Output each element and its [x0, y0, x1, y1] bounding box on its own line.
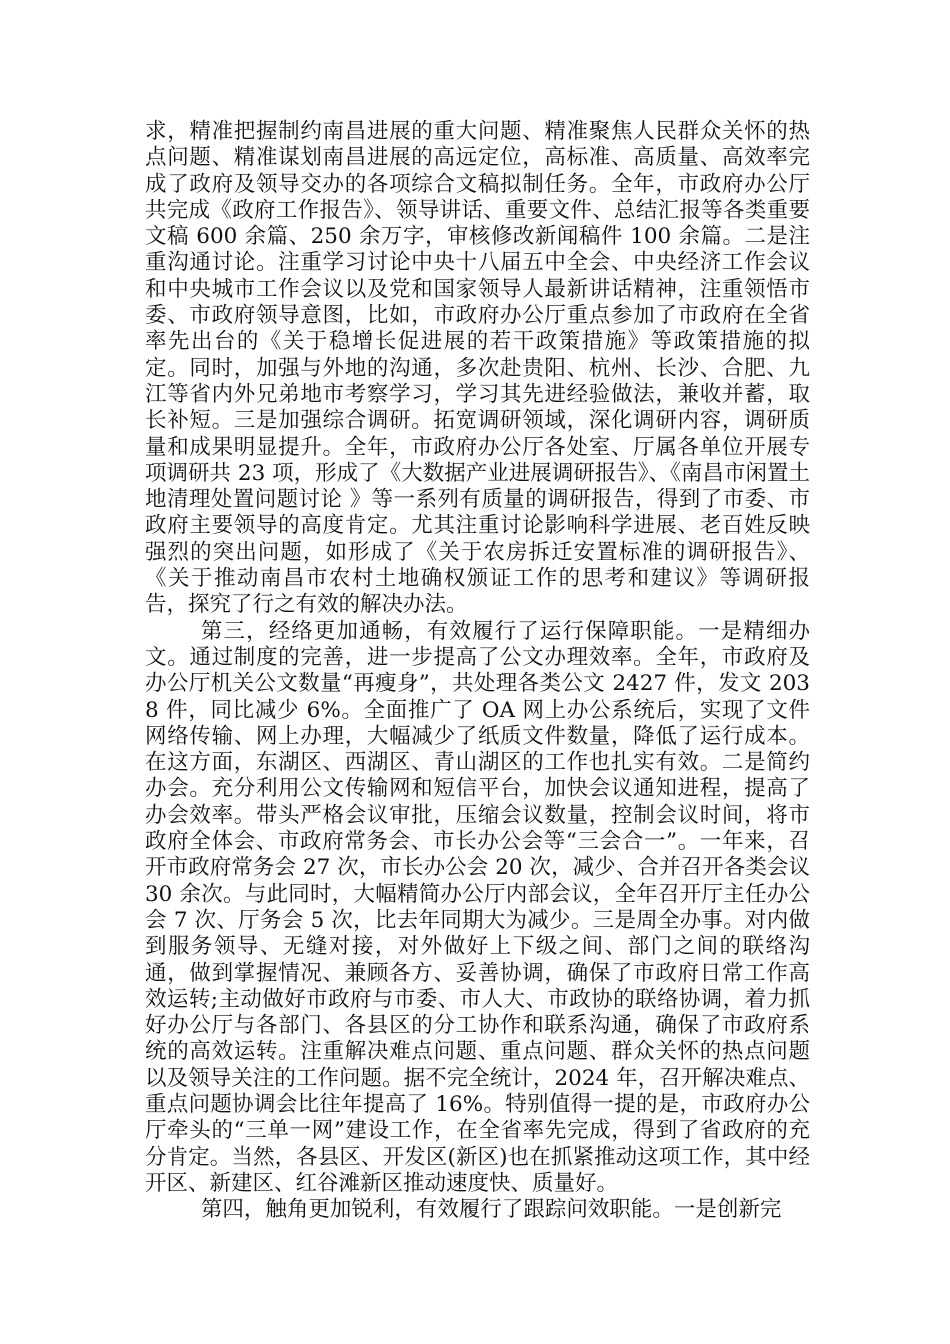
paragraph-1: 求，精准把握制约南昌进展的重大问题、精准聚焦人民群众关怀的热点问题、精准谋划南昌进展的高远定位，高标准、高质量、高效率完成了政府及领导交办的各项综合文稿拟制任务。全年，市政府办公厅共完成《政府工作报告》、领导讲话、重要文件、总结汇报等各类重要文稿 600 余篇、250 余万字，审核修改新闻稿件 100 余篇。二是注重沟通讨论。注重学习讨论中央十八届五中全会、中央经济工作会议和中央城市工作会议以及党和国家领导人最新讲话精神，注重领悟市委、市政府领导意图，比如，市政府办公厅重点参加了市政府在全省率先出台的《关于稳增长促进展的若干政策措施》等政策措施的拟定。同时，加强与外地的沟通，多次赴贵阳、杭州、长沙、合肥、九江等省内外兄弟地市考察学习，学习其先进经验做法，兼收并蓄，取长补短。三是加强综合调研。拓宽调研领域，深化调研内容，调研质量和成果明显提升。全年，市政府办公厅各处室、厅属各单位开展专项调研共 23 项，形成了《大数据产业进展调研报告》、《南昌市闲置土地清理处置问题讨论 》等一系列有质量的调研报告，得到了市委、市政府主要领导的高度肯定。尤其注重讨论影响科学进展、老百姓反映强烈的突出问题，如形成了《关于农房拆迁安置标准的调研报告》、《关于推动南昌市农村土地确权颁证工作的思考和建议》等调研报告，探究了行之有效的解决办法。	[145, 119, 810, 618]
document-body	[145, 119, 810, 1223]
paragraph-2: 第三，经络更加通畅，有效履行了运行保障职能。一是精细办文。通过制度的完善，进一步提高了公文办理效率。全年，市政府及办公厅机关公文数量“再瘦身”，共处理各类公文 2427 件，发文 2038 件，同比减少 6%。全面推广了 OA 网上办公系统后，实现了文件网络传输、网上办理，大幅减少了纸质文件数量，降低了运行成本。在这方面，东湖区、西湖区、青山湖区的工作也扎实有效。二是简约办会。充分利用公文传输网和短信平台，加快会议通知进程，提高了办会效率。带头严格会议审批，压缩会议数量，控制会议时间，将市政府全体会、市政府常务会、市长办公会等“三会合一”。一年来，召开市政府常务会 27 次，市长办公会 20 次，减少、合并召开各类会议 30 余次。与此同时，大幅精简办公厅内部会议，全年召开厅主任办公会 7 次、厅务会 5 次，比去年同期大为减少。三是周全办事。对内做到服务领导、无缝对接，对外做好上下级之间、部门之间的联络沟通，做到掌握情况、兼顾各方、妥善协调，确保了市政府日常工作高效运转;主动做好市政府与市委、市人大、市政协的联络协调，着力抓好办公厅与各部门、各县区的分工协作和联系沟通，确保了市政府系统的高效运转。注重解决难点问题、重点问题、群众关怀的热点问题以及领导关注的工作问题。据不完全统计，2024 年，召开解决难点、重点问题协调会比往年提高了 16%。特别值得一提的是，市政府办公厅牵头的“三单一网”建设工作，在全省率先完成，得到了省政府的充分肯定。当然，各县区、开发区(新区)也在抓紧推动这项工作，其中经开区、新建区、红谷滩新区推动速度快、质量好。	[145, 618, 810, 1196]
paragraph-3: 第四，触角更加锐利，有效履行了跟踪问效职能。一是创新完	[200, 1197, 782, 1223]
